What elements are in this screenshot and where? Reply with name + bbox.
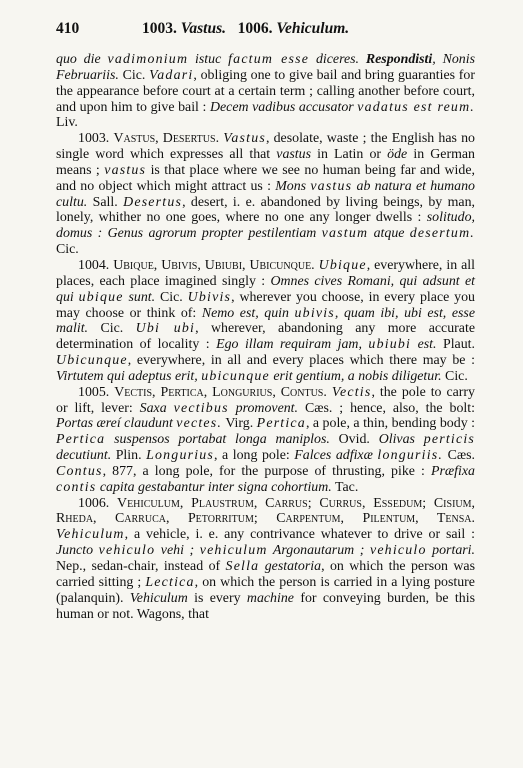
text-segment: Ubivis xyxy=(187,289,232,305)
text-segment: Vastus xyxy=(223,131,266,147)
text-segment: Vadari xyxy=(149,67,194,83)
text-segment: vadimonium xyxy=(107,52,189,67)
text-segment: Falces adfixæ xyxy=(294,448,378,464)
text-segment: Vectis, Pertica, Longurius, Contus. xyxy=(114,384,327,400)
text-segment: portari. xyxy=(426,543,476,559)
running-head xyxy=(142,20,349,38)
text-segment: ab natura et humano cultu. xyxy=(56,178,475,210)
text-segment: Olivas xyxy=(378,432,424,448)
running-head-word-a: Vastus. xyxy=(180,20,226,37)
text-segment: quo die xyxy=(56,52,108,67)
entry-1004-ubique xyxy=(56,258,475,385)
entry-1003-vastus xyxy=(56,131,475,258)
text-segment: perticis xyxy=(423,432,475,448)
text-segment: Nemo est, quin xyxy=(201,305,295,321)
text-segment: Ubicunque xyxy=(56,353,128,369)
text-segment: , the pole to carry or lift, lever: xyxy=(56,384,476,416)
text-segment: capita gestabantur inter signa cohortium. xyxy=(96,479,332,495)
text-segment: decutiunt. xyxy=(56,448,112,464)
text-segment: , desolate, waste ; the English has no single word which expresses all that xyxy=(56,131,475,163)
text-segment: is every xyxy=(187,590,247,606)
text-segment: suspensos portabat longa maniplos. xyxy=(105,432,330,448)
text-segment: Juncto xyxy=(56,543,99,559)
text-segment: , obliging one to give bail and bring guaranties for the appearance before court at a certain term ; calling another before court, and upon him to give bail : xyxy=(56,67,475,115)
text-segment: Virtutem qui adeptus erit, xyxy=(56,368,202,384)
text-segment: vehiculo xyxy=(369,543,427,559)
text-segment: , desert, i. e. abandoned by living beings, by man, lonely, whither no one goes, where no one any longer dwells : xyxy=(56,194,476,226)
text-segment: vadatus est reum. xyxy=(357,99,475,115)
text-segment: ubique xyxy=(78,289,124,305)
text-segment: Cæs. xyxy=(443,448,476,464)
text-segment: Cic. xyxy=(56,242,79,258)
text-segment: machine xyxy=(246,590,294,606)
text-segment: in German means ; xyxy=(56,147,475,178)
text-segment: 1005. xyxy=(78,384,115,400)
text-segment: Portas æreí claudunt xyxy=(56,416,177,432)
text-segment: Ubi ubi xyxy=(135,321,196,337)
text-segment: Nep., sedan-chair, instead of xyxy=(56,559,226,574)
entry-1006-vehiculum xyxy=(56,496,475,623)
text-segment: gestatoria xyxy=(259,559,322,574)
text-segment: vehiculo xyxy=(98,543,156,559)
text-segment: sunt. xyxy=(123,289,156,305)
text-segment: Ubique xyxy=(318,257,367,273)
text-segment: Lectica xyxy=(145,574,195,590)
text-segment: diceres. xyxy=(309,52,366,67)
text-segment: Respondisti xyxy=(365,52,433,67)
text-segment: vastum xyxy=(321,226,369,242)
text-segment: factum esse xyxy=(228,52,310,67)
body-text xyxy=(56,52,475,622)
text-segment: Cæs. ; hence, also, the bolt: xyxy=(298,400,475,416)
text-segment: Contus xyxy=(56,463,103,479)
text-segment: for conveying burden, be this human or not. Wagons, that xyxy=(56,590,475,622)
page-number: 410 xyxy=(56,20,80,37)
text-segment: Virg. xyxy=(222,416,257,432)
text-segment: 1003. xyxy=(78,131,114,147)
running-header xyxy=(56,20,475,42)
text-segment: istuc xyxy=(188,52,229,67)
text-segment: contis xyxy=(56,479,97,495)
text-segment: Argonautarum ; xyxy=(267,543,370,559)
text-segment: 1004. xyxy=(78,257,114,273)
text-segment: Pertica xyxy=(56,432,106,448)
text-segment: Vastus, Desertus. xyxy=(113,131,220,147)
text-segment: , everywhere, in all and every places which there may be : xyxy=(127,353,475,369)
text-segment: Plaut. xyxy=(436,337,475,353)
running-head-entry-a: 1003. xyxy=(142,20,177,37)
text-segment: vehi ; xyxy=(155,543,200,559)
text-segment: , 877, a long pole, for the purpose of thrusting, pike : xyxy=(102,463,431,479)
text-segment: vastus xyxy=(276,147,312,163)
text-segment: ubiubi xyxy=(368,337,412,353)
text-segment: , wherever, abandoning any more accurate determination of locality : xyxy=(56,321,475,353)
text-segment: Ovid. xyxy=(329,432,379,448)
text-segment: Cic. xyxy=(441,368,468,384)
text-segment: Sall. xyxy=(87,194,124,210)
text-segment: Decem vadibus accusator xyxy=(209,99,358,115)
text-segment: Tac. xyxy=(331,479,359,495)
text-segment: öde xyxy=(387,147,408,163)
text-segment: vastus xyxy=(104,162,147,178)
text-segment: Vehiculum xyxy=(129,590,188,606)
text-segment: , everywhere, in all places, each place imagined singly : xyxy=(56,257,475,289)
text-segment: erit gentium, a nobis diligetur. xyxy=(269,368,442,384)
text-segment: , on which the person is carried in a lying posture (palanquin). xyxy=(56,574,475,606)
text-segment: Præfixa xyxy=(431,463,475,479)
text-segment: , on which the person was carried sitting ; xyxy=(56,559,476,590)
text-segment: , quam ibi, ubi est, esse malit. xyxy=(56,305,475,337)
running-head-entry-b: 1006. xyxy=(237,20,273,37)
text-segment: Mons xyxy=(275,178,311,194)
text-segment: Desertus xyxy=(123,194,183,210)
entry-1005-vectis xyxy=(56,385,475,496)
text-segment: vectibus xyxy=(173,400,229,416)
running-head-word-b: Vehiculum. xyxy=(276,20,350,37)
text-segment: Cic. xyxy=(88,321,136,337)
text-segment: in Latin or xyxy=(311,147,388,163)
text-segment: Liv. xyxy=(56,115,78,131)
text-segment: Plin. xyxy=(111,448,147,464)
text-segment: vehiculum xyxy=(199,543,268,559)
text-segment: est. xyxy=(411,337,437,353)
text-segment: is that place where we see no human being far and wide, and no object which might attract us : xyxy=(56,162,476,194)
text-segment: Omnes cives Romani, qui adsunt et qui xyxy=(56,273,475,305)
text-segment: Vectis xyxy=(331,384,372,400)
text-segment: Saxa xyxy=(139,400,174,416)
text-segment: atque xyxy=(368,226,410,242)
text-segment: , a pole, a thin, bending body : xyxy=(305,416,475,432)
text-segment: solitudo, domus : Genus agrorum propter pestilentiam xyxy=(56,210,475,242)
text-segment: Vehiculum, Plaustrum, Carrus; Currus, Essedum; Cisium, Rheda, Carruca, Petorritum; Carpentum, Pilentum, Tensa. xyxy=(56,495,475,527)
text-segment: , a long pole: xyxy=(214,448,295,464)
text-segment: Cic. xyxy=(155,289,188,305)
paragraph-continuation xyxy=(56,52,475,131)
text-segment: desertum. xyxy=(409,226,475,242)
text-segment: ubivis xyxy=(294,305,335,321)
text-segment: , a vehicle, i. e. any contrivance whatever to drive or sail : xyxy=(124,527,475,543)
text-segment: , wherever you choose, in every place you may choose or think of: xyxy=(56,289,475,321)
text-segment: Ubique, Ubivis, Ubiubi, Ubicunque. xyxy=(113,257,315,273)
text-segment: Vehiculum xyxy=(56,527,125,543)
text-segment: Pertica xyxy=(256,416,306,432)
text-segment: longuriis. xyxy=(377,448,444,464)
text-segment: promovent. xyxy=(228,400,299,416)
text-segment: vastus xyxy=(310,178,353,194)
text-segment: Longurius xyxy=(146,448,215,464)
text-segment: vectes. xyxy=(176,416,223,432)
text-segment: Ego illam requiram jam, xyxy=(216,337,369,353)
text-segment: Sella xyxy=(225,559,260,574)
text-segment: , Nonis Februariis. xyxy=(56,52,476,83)
text-segment: ubicunque xyxy=(201,368,270,384)
text-segment: 1006. xyxy=(78,495,118,511)
text-segment: Cic. xyxy=(118,67,150,83)
